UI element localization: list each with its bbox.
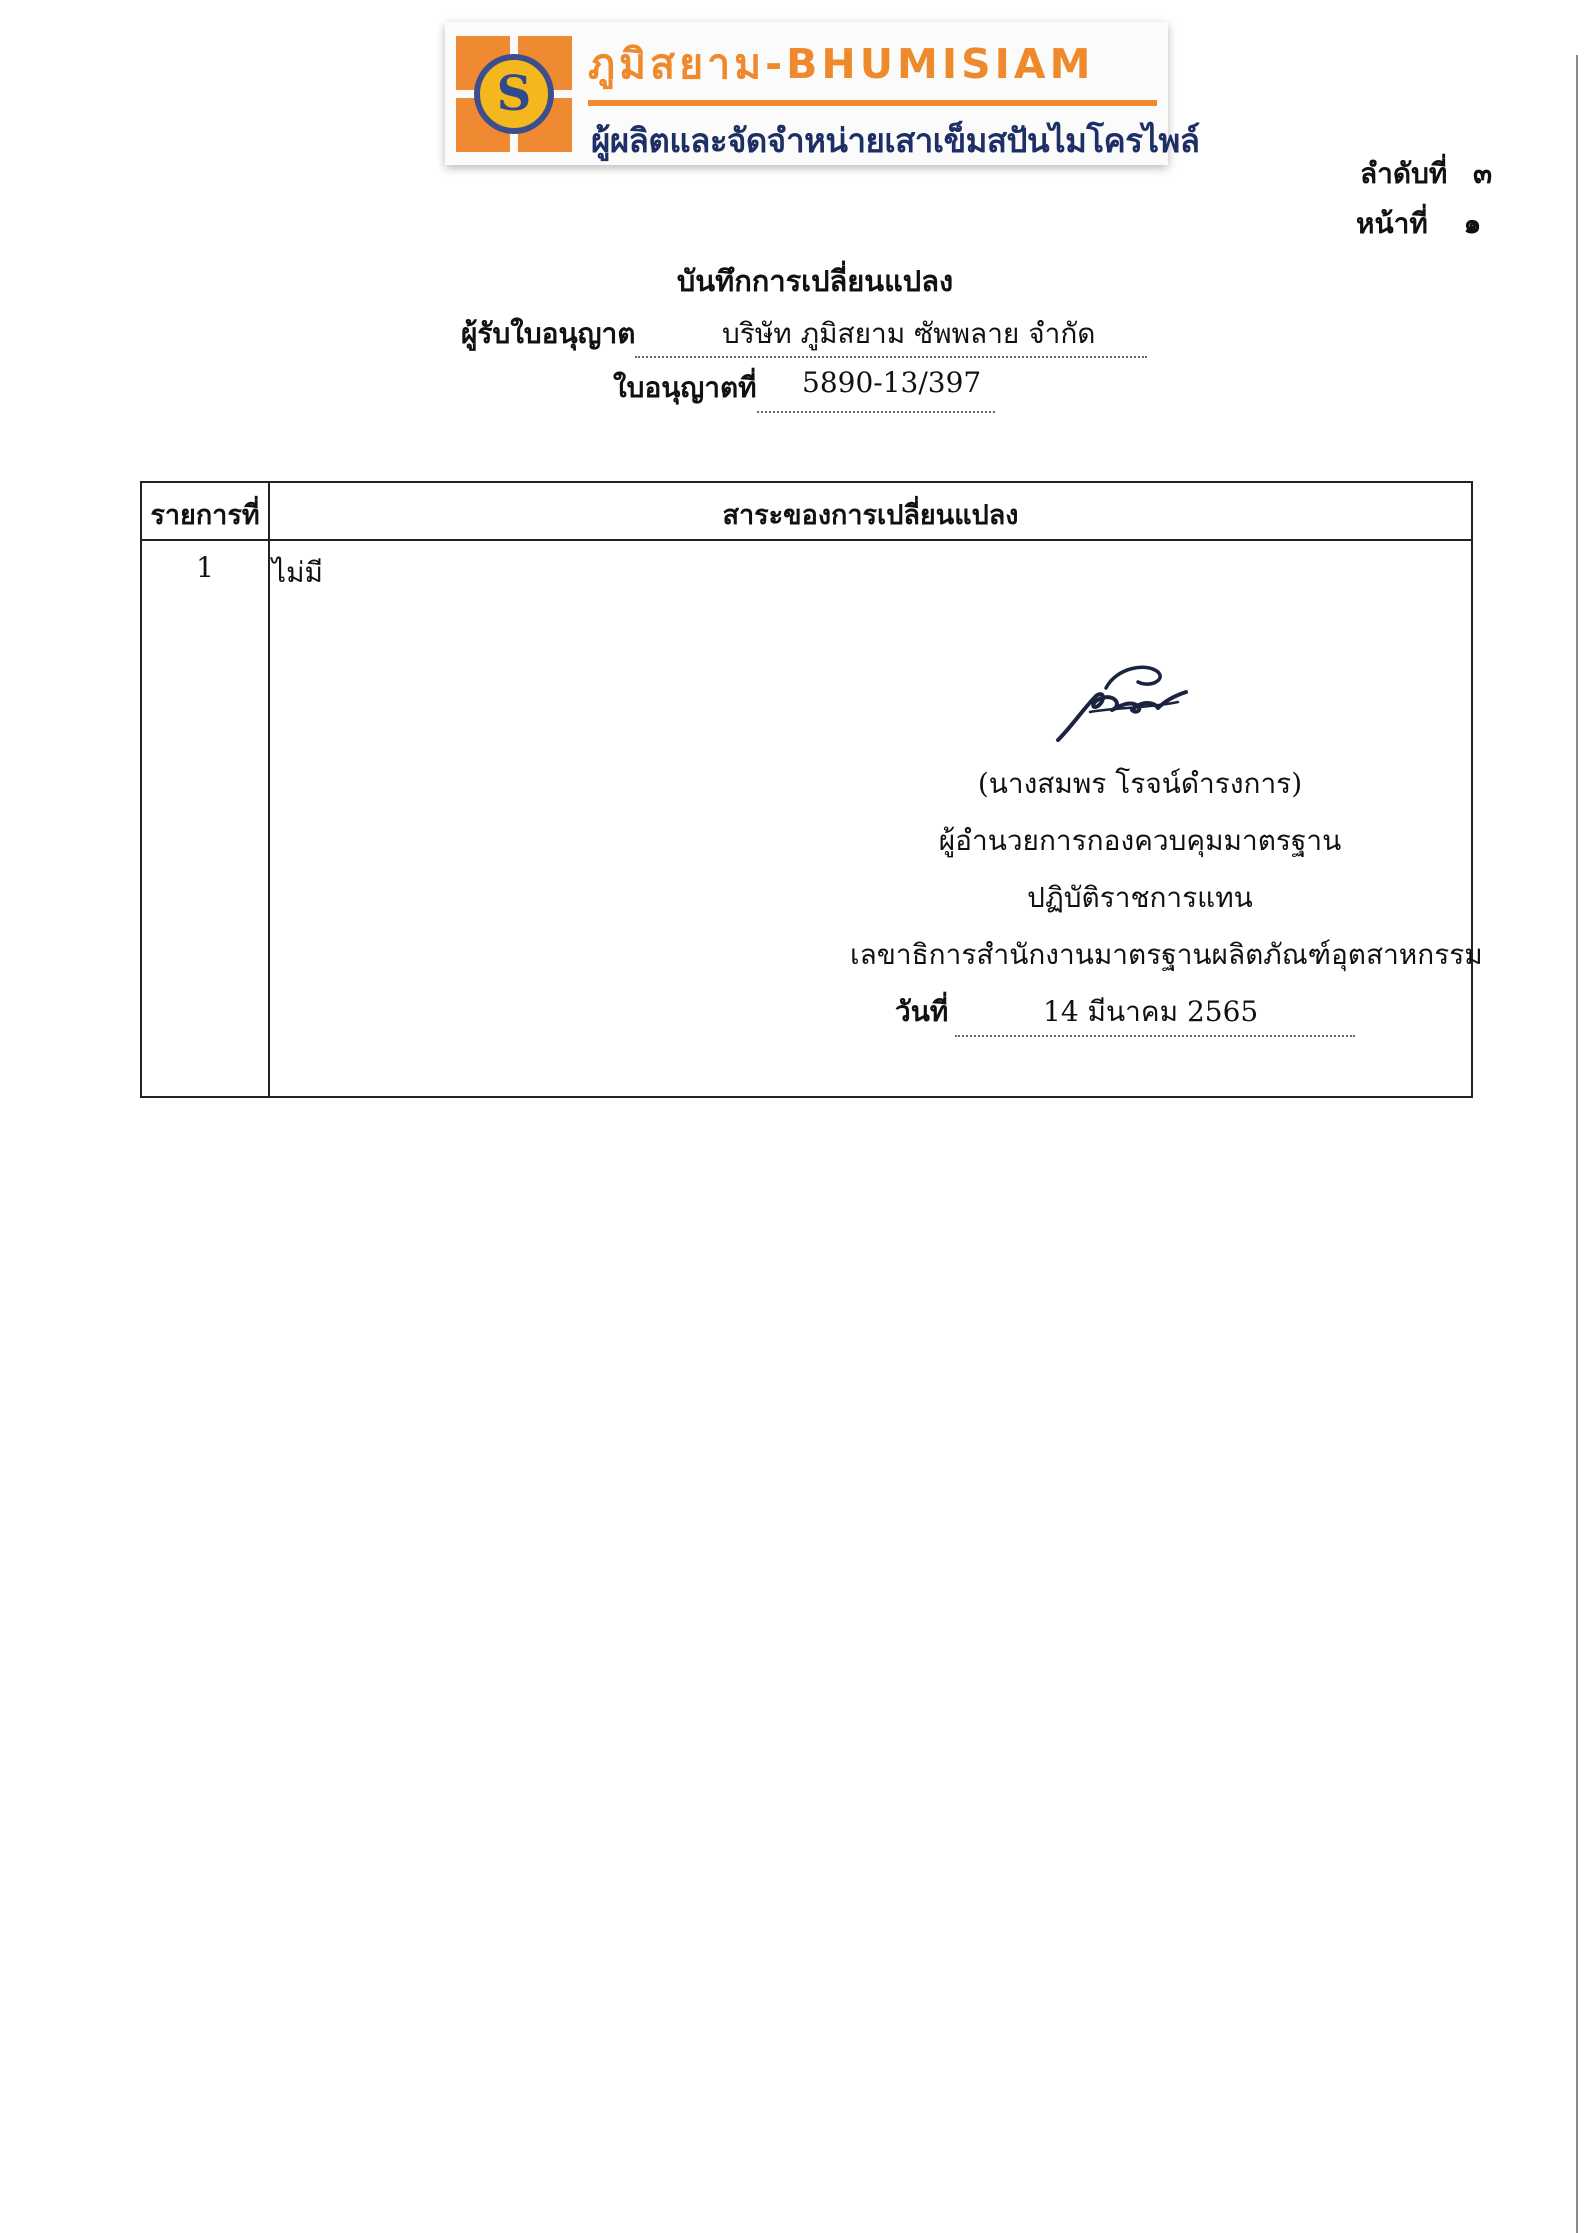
header-item-number: รายการที่ [150, 500, 260, 531]
license-number-dotted-line [757, 411, 995, 413]
table-column-divider [268, 483, 270, 1096]
logo-tagline: ผู้ผลิตและจัดจำหน่ายเสาเข็มสปันไมโครไพล์ [591, 121, 1200, 160]
company-logo-banner [445, 22, 1200, 165]
sequence-label: ลำดับที่ [1360, 157, 1448, 190]
signatory-acting-for: ปฏิบัติราชการแทน [1027, 881, 1253, 914]
row-item-number: 1 [196, 551, 214, 584]
date-label: วันที่ [895, 995, 949, 1028]
sequence-number: ๓ [1473, 157, 1493, 190]
header-change-description: สาระของการเปลี่ยนแปลง [722, 500, 1019, 531]
table-header-divider [142, 539, 1471, 541]
licensee-dotted-line [635, 356, 1147, 358]
page-label: หน้าที่ [1356, 207, 1428, 240]
date-value: 14 มีนาคม 2565 [1043, 995, 1259, 1028]
logo-divider [588, 100, 1157, 106]
company-logo-icon [456, 36, 572, 152]
licensee-value: บริษัท ภูมิสยาม ซัพพลาย จำกัด [722, 317, 1096, 350]
handwritten-signature [1050, 662, 1200, 742]
sequence-reference [1360, 152, 1492, 196]
page-reference [1356, 202, 1481, 246]
row-change-description: ไม่มี [272, 556, 323, 589]
signatory-office: เลขาธิการสำนักงานมาตรฐานผลิตภัณฑ์อุตสาหกรรม [850, 938, 1483, 971]
page-number: ๑ [1463, 207, 1482, 240]
signatory-position: ผู้อำนวยการกองควบคุมมาตรฐาน [938, 824, 1342, 857]
page-edge-rule [1576, 55, 1578, 2233]
date-dotted-line [955, 1035, 1355, 1037]
document-title: บันทึกการเปลี่ยนแปลง [676, 264, 954, 298]
logo-brand-name: ภูมิสยาม-BHUMISIAM [588, 40, 1095, 88]
signatory-name: (นางสมพร โรจน์ดำรงการ) [977, 767, 1303, 800]
licensee-label: ผู้รับใบอนุญาต [461, 317, 636, 350]
logo-mark-glyph: S [496, 66, 532, 122]
license-number-label: ใบอนุญาตที่ [613, 371, 757, 404]
license-number-value: 5890-13/397 [802, 366, 982, 399]
